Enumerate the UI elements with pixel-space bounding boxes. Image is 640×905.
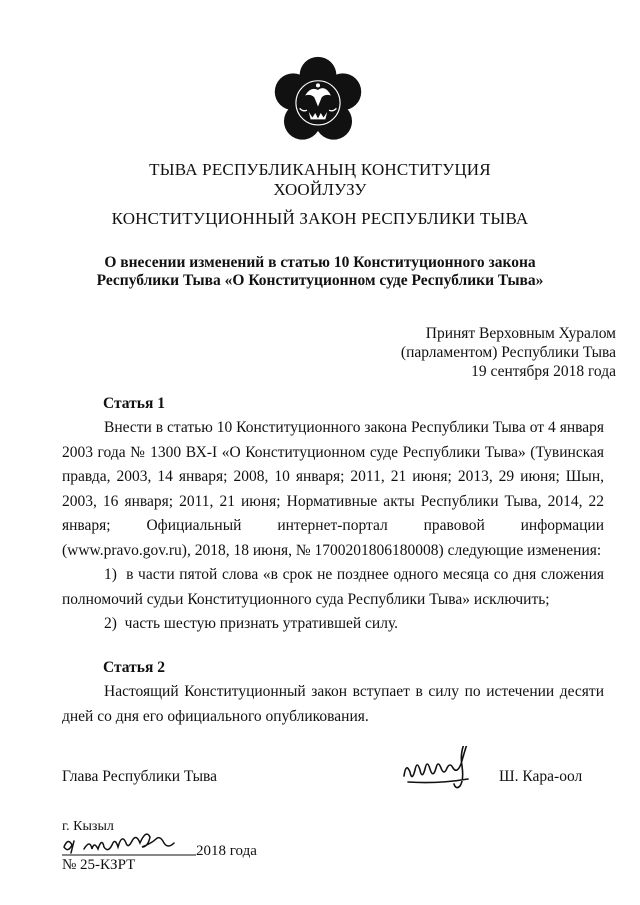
title-tuvan-line2: ХООЙЛУЗУ bbox=[273, 180, 367, 199]
article2-text: Настоящий Конституционный закон вступает в силу по истечении десяти дней со дня его официального опубликования. bbox=[62, 683, 604, 725]
title-russian: КОНСТИТУЦИОННЫЙ ЗАКОН РЕСПУБЛИКИ ТЫВА bbox=[111, 209, 529, 228]
handwritten-signature-icon bbox=[400, 746, 498, 796]
tuva-emblem-icon bbox=[272, 55, 364, 147]
signing-date-suffix: 2018 года bbox=[196, 843, 257, 859]
law-number: № 25-КЗРТ bbox=[62, 857, 136, 873]
adoption-line2: (парламентом) Республики Тыва bbox=[400, 344, 616, 361]
article2-body bbox=[62, 680, 604, 729]
law-subject bbox=[0, 254, 640, 290]
article1-intro: Внести в статью 10 Конституционного закона Республики Тыва от 4 января 2003 года № 1300 ВХ-I «О Конституционном суде Республики Тыва» (Тувинская правда, 2003, 14 января; 2008, 10 января; 2011, 21 июня; 2013, 29 июня; Шын, 2003, 16 января; 2011, 21 июня; Нормативные акты Республики Тыва, 2014, 22 января; Официальный интернет-портал правовой информации (www.pravo.gov.ru), 2018, 18 июня, № 1700201806180008) следующие изменения: bbox=[62, 419, 604, 559]
title-tuvan bbox=[0, 160, 640, 200]
article1-item2: 2) часть шестую признать утратившей силу. bbox=[104, 615, 399, 632]
law-subject-line2: Республики Тыва «О Конституционном суде Республики Тыва» bbox=[96, 272, 544, 289]
signer-position: Глава Республики Тыва bbox=[62, 768, 218, 785]
signing-city: г. Кызыл bbox=[62, 819, 114, 834]
title-tuvan-line1: ТЫВА РЕСПУБЛИКАНЫҢ КОНСТИТУЦИЯ bbox=[149, 160, 491, 179]
article1-item1: 1) в части пятой слова «в срок не позднее одного месяца со дня сложения полномочий судьи Конституционного суда Республики Тыва» исключить; bbox=[62, 566, 604, 608]
signer-name: Ш. Кара-оол bbox=[499, 768, 583, 785]
law-subject-line1: О внесении изменений в статью 10 Конституционного закона bbox=[104, 254, 536, 271]
adoption-line3: 19 сентября 2018 года bbox=[471, 363, 616, 380]
article1-body bbox=[62, 416, 604, 637]
article1-title: Статья 1 bbox=[103, 395, 165, 412]
adoption-line1: Принят Верховным Хуралом bbox=[425, 325, 616, 342]
article2-title: Статья 2 bbox=[103, 659, 165, 676]
adoption-note bbox=[401, 324, 616, 381]
